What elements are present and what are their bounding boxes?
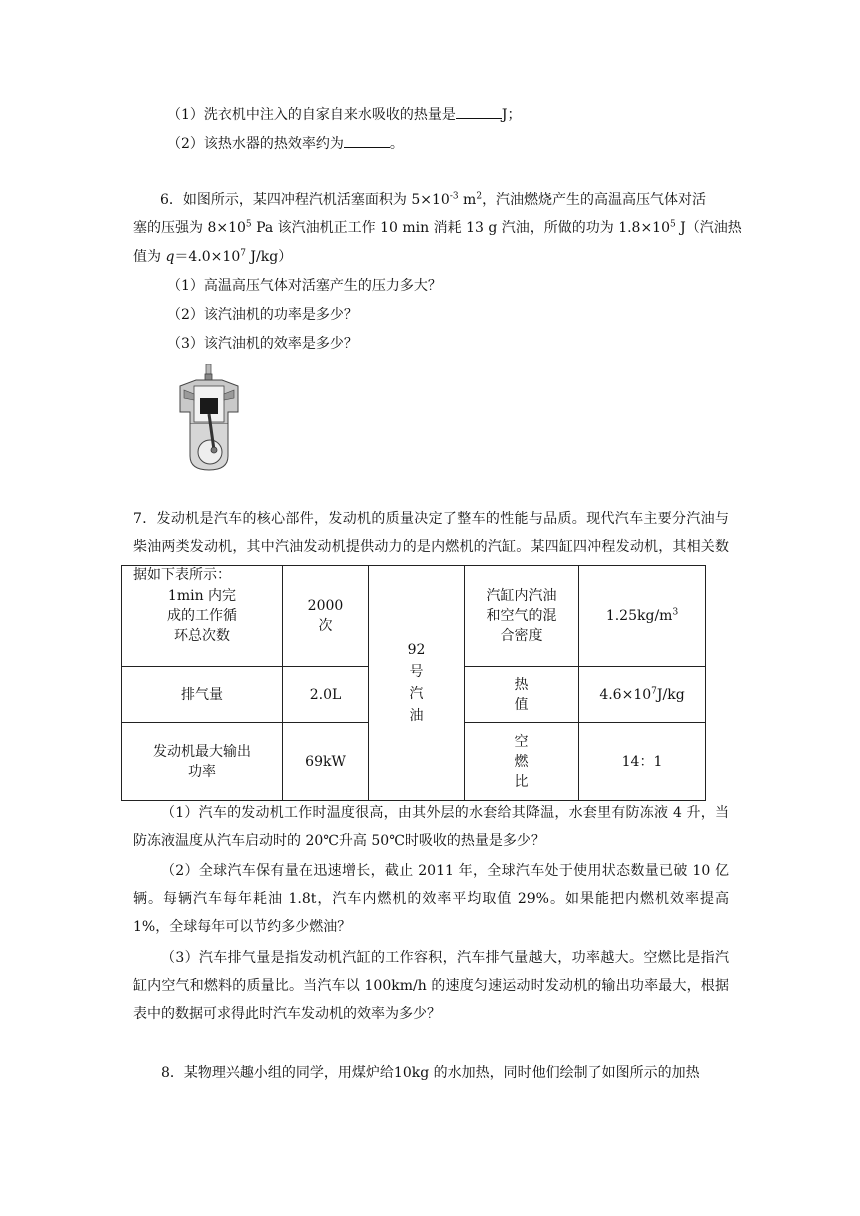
- q6-sub3: （3）该汽油机的效率是多少？: [167, 336, 358, 352]
- cell-heat-value: $4.6\times 10^7J/kg$: [579, 667, 706, 723]
- cell-cycles-value: 2000 次: [283, 566, 369, 667]
- q8-stem: 8．某物理兴趣小组的同学，用煤炉给10kg 的水加热，同时他们绘制了如图所示的加热: [161, 1065, 700, 1081]
- cell-power-label: 发动机最大输出 功率: [122, 723, 283, 801]
- q5-sub1: （1）洗衣机中注入的自家自来水吸收的热量是 J；: [167, 104, 522, 125]
- q7-sub2: （2）全球汽车保有量在迅速增长，截止 2011 年，全球汽车处于使用状态数量已破 10 亿辆。每辆汽车每年耗油 1.8t，汽车内燃机的效率平均取值 29%。如果能把内燃机效率提高 1%，全球每年可以节约多少燃油？: [133, 863, 729, 935]
- cell-density-label: 汽缸内汽油 和空气的混 合密度: [465, 566, 579, 667]
- cell-heat-value-label: 热 值: [465, 667, 579, 723]
- cell-displacement-value: 2.0L: [283, 667, 369, 723]
- q7-stem: 7．发动机是汽车的核心部件，发动机的质量决定了整车的性能与品质。现代汽车主要分汽油与柴油两类发动机，其中汽油发动机提供动力的是内燃机的汽缸。某四缸四冲程发动机，其相关数据如下表所示：: [133, 511, 729, 583]
- cell-cycles-label: 1min 内完 成的工作循 环总次数: [122, 566, 283, 667]
- q7-sub1: （1）汽车的发动机工作时温度很高，由其外层的水套给其降温，水套里有防冻液 4 升，当防冻液温度从汽车启动时的 20℃升高 50℃时吸收的热量是多少？: [133, 805, 729, 849]
- q7-sub3: （3）汽车排气量是指发动机汽缸的工作容积，汽车排气量越大，功率越大。空燃比是指汽缸内空气和燃料的质量比。当汽车以 100km/h 的速度匀速运动时发动机的输出功率最大，根据表中的数据可求得此时汽车发动机的效率为多少？: [133, 950, 729, 1022]
- q6-sub2: （2）该汽油机的功率是多少？: [167, 307, 358, 323]
- q6-stem-line3: 值为 $q=4.0\times 10^7$ J/kg）: [133, 248, 293, 265]
- cell-displacement-label: 排气量: [122, 667, 283, 723]
- piston-icon: [200, 398, 218, 414]
- crankshaft-icon: [198, 440, 222, 464]
- q6-sub1: （1）高温高压气体对活塞产生的压力多大？: [167, 278, 442, 294]
- cell-fuel-type: 92 号 汽 油: [369, 566, 465, 801]
- engine-cylinder-figure: [178, 364, 240, 472]
- engine-data-table: [121, 565, 706, 801]
- cell-density-value: $1.25kg/m^3$: [579, 566, 706, 667]
- q5-sub2: （2）该热水器的热效率约为 。: [167, 133, 404, 154]
- q6-stem-line2: 塞的压强为 $8\times 10^5$ Pa 该汽油机正工作 10 min 消耗 13 g 汽油，所做的功为 $1.8\times 10^5$ J（汽油热: [133, 219, 742, 236]
- cell-air-fuel-label: 空 燃 比: [465, 723, 579, 801]
- q6-stem-line1: 6．如图所示，某四冲程汽机活塞面积为 $5\times 10^{-3}$ $m^2$，汽油燃烧产生的高温高压气体对活: [160, 191, 707, 208]
- spark-plug-icon: [205, 364, 212, 380]
- cell-power-value: 69kW: [283, 723, 369, 801]
- cell-air-fuel-value: 14：1: [579, 723, 706, 801]
- answer-blank: [456, 104, 502, 119]
- answer-blank: [344, 133, 390, 148]
